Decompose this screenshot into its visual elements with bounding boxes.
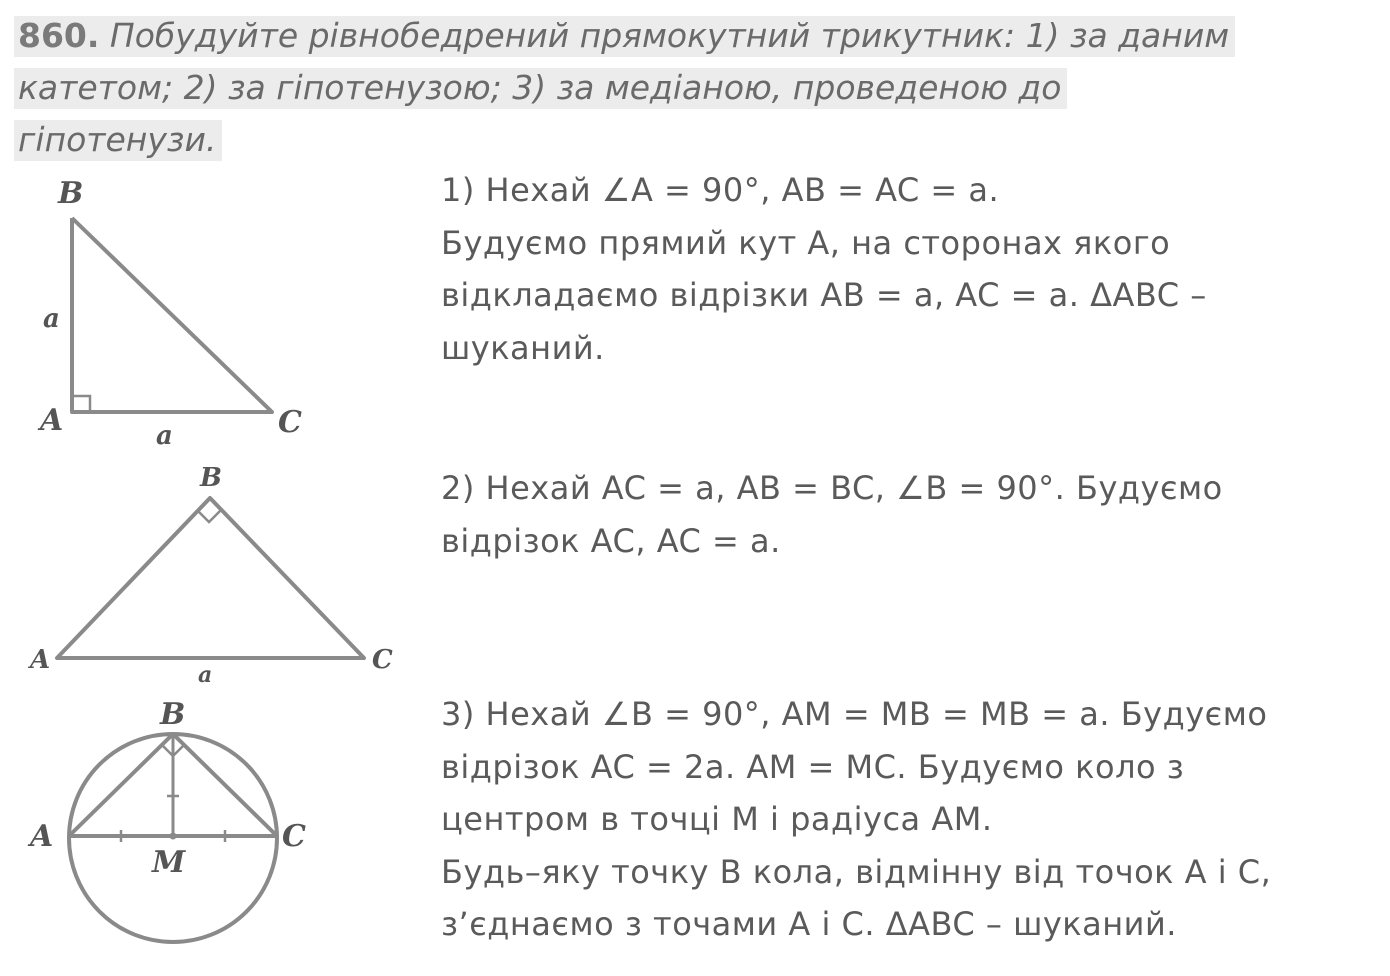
problem-number: 860. [18,16,100,55]
solution-1-line-4: шуканий. [441,328,605,367]
solution-1 [441,164,1386,374]
fig3-label-A: A [30,819,54,854]
center-point-m [170,833,177,840]
fig3-label-B: B [160,697,186,732]
solution-3-line-3: центром в точці M і радіуса AM. [441,800,993,838]
fig3-label-M: M [152,845,186,880]
fig3-label-C: C [282,819,306,854]
figure-3 [27,697,306,942]
solution-1-line-2: Будуємо прямий кут A, на сторонах якого [441,223,1171,262]
fig2-label-A: A [30,645,51,675]
solution-3-line-2: відрізок AC = 2a. AM = MC. Будуємо коло з [441,747,1185,786]
figure-1 [37,176,302,451]
problem-line-3: гіпотенузи. [14,120,222,161]
solution-2 [441,462,1386,567]
right-angle-mark-2 [198,510,221,522]
solution-3-line-1: 3) Нехай ∠B = 90°, AM = MB = MB = a. Будуємо [441,695,1268,733]
solution-2-line-2: відрізок AC, AC = a. [441,521,781,560]
solution-1-line-3: відкладаємо відрізки AB = a, AC = a. ΔABC – [441,276,1207,314]
solution-3 [441,688,1386,951]
solution-2-line-1: 2) Нехай AC = a, AB = BC, ∠B = 90°. Будуємо [441,469,1223,507]
fig1-label-side-ac: a [156,421,173,451]
problem-text-1: Побудуйте рівнобедрений прямокутний трикутник: 1) за даним [109,16,1230,55]
fig1-label-side-ab: a [43,304,60,334]
figure-2 [27,463,393,688]
fig1-label-B: B [58,176,84,211]
problem-line-2: катетом; 2) за гіпотенузою; 3) за медіаною, проведеною до [14,68,1067,109]
triangle-1 [72,218,272,412]
solution-1-line-1: 1) Нехай ∠A = 90°, AB = AC = a. [441,171,1000,209]
right-angle-mark-1 [72,396,90,412]
fig2-label-B: B [200,463,222,493]
fig1-label-A: A [40,403,64,438]
fig1-label-C: C [278,405,302,440]
fig2-label-side-ac: a [198,662,213,688]
fig2-label-C: C [372,645,393,675]
solution-3-line-4: Будь–яку точку B кола, відмінну від точок A і C, [441,852,1272,891]
solution-3-line-5: з’єднаємо з точами A і C. ΔABC – шуканий. [441,905,1177,943]
